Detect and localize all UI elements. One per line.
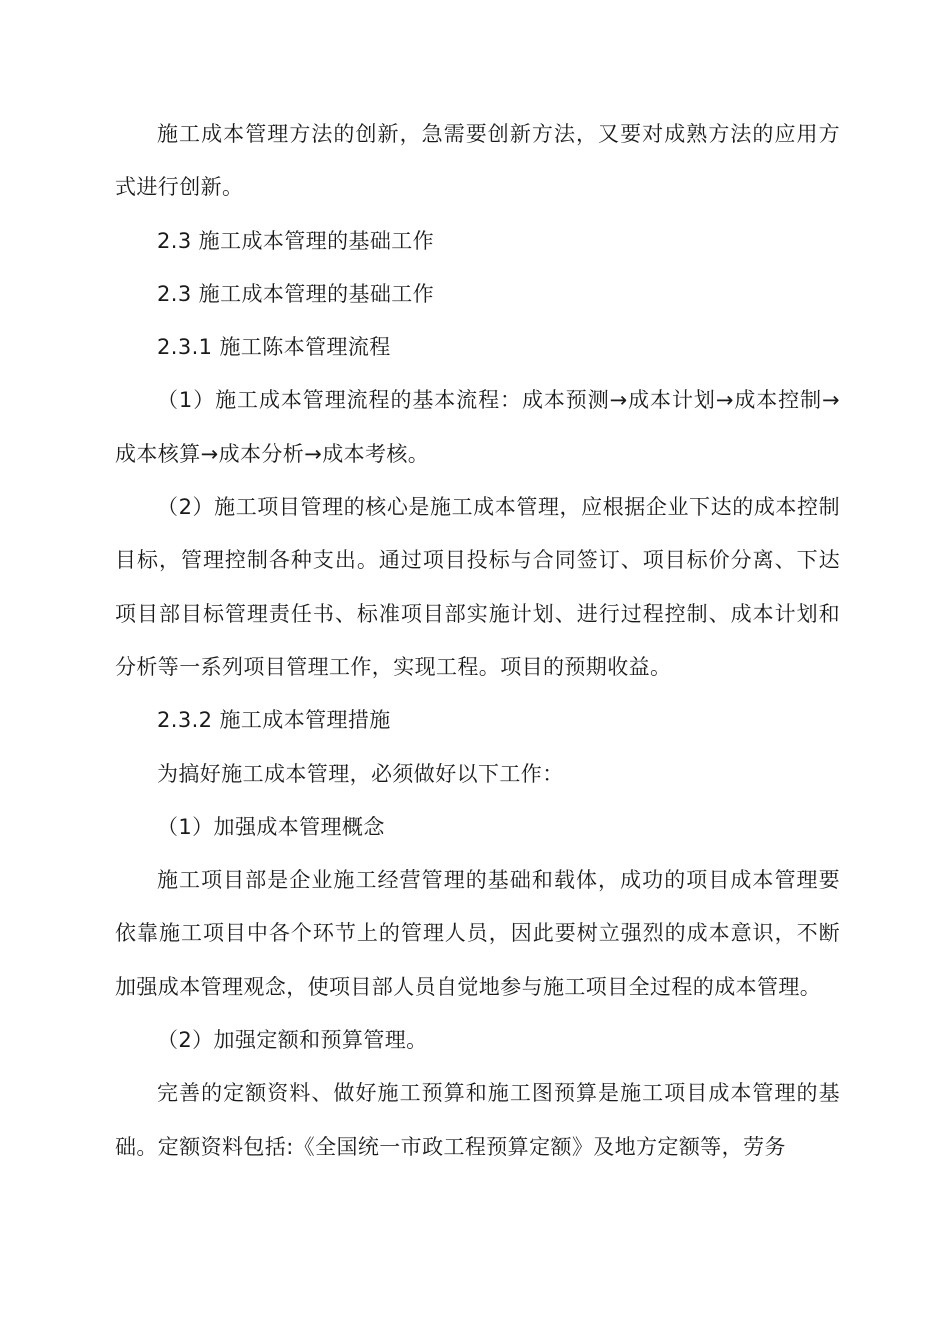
paragraph-project-core: （2）施工项目管理的核心是施工成本管理，应根据企业下达的成本控制目标，管理控制各种支出。通过项目投标与合同签订、项目标价分离、下达项目部目标管理责任书、标准项目部实施计划、进行过程控制、成本计划和分析等一系列项目管理工作，实现工程。项目的预期收益。 <box>115 495 840 679</box>
paragraph-basic-process: （1）施工成本管理流程的基本流程：成本预测→成本计划→成本控制→成本核算→成本分析→成本考核。 <box>115 388 840 466</box>
paragraph-quota-materials: 完善的定额资料、做好施工预算和施工图预算是施工项目成本管理的基础。定额资料包括:《全国统一市政工程预算定额》及地方定额等，劳务 <box>115 1081 840 1159</box>
list-item-strengthen-concept: （1）加强成本管理概念 <box>157 814 385 839</box>
section-heading-2-3-2: 2.3.2 施工成本管理措施 <box>157 708 391 733</box>
section-heading-2-3-repeat: 2.3 施工成本管理的基础工作 <box>157 281 435 306</box>
list-item-quota-budget: （2）加强定额和预算管理。 <box>157 1028 428 1053</box>
section-heading-2-3-1: 2.3.1 施工陈本管理流程 <box>157 335 391 360</box>
paragraph-project-department: 施工项目部是企业施工经营管理的基础和载体，成功的项目成本管理要依靠施工项目中各个环节上的管理人员，因此要树立强烈的成本意识，不断加强成本管理观念，使项目部人员自觉地参与施工项目全过程的成本管理。 <box>115 868 840 999</box>
section-heading-2-3: 2.3 施工成本管理的基础工作 <box>157 228 435 253</box>
paragraph-cost-method-innovation: 施工成本管理方法的创新，急需要创新方法，又要对成熟方法的应用方式进行创新。 <box>115 122 840 200</box>
document-body <box>115 108 840 1174</box>
paragraph-intro-measures: 为搞好施工成本管理，必须做好以下工作： <box>157 761 564 786</box>
